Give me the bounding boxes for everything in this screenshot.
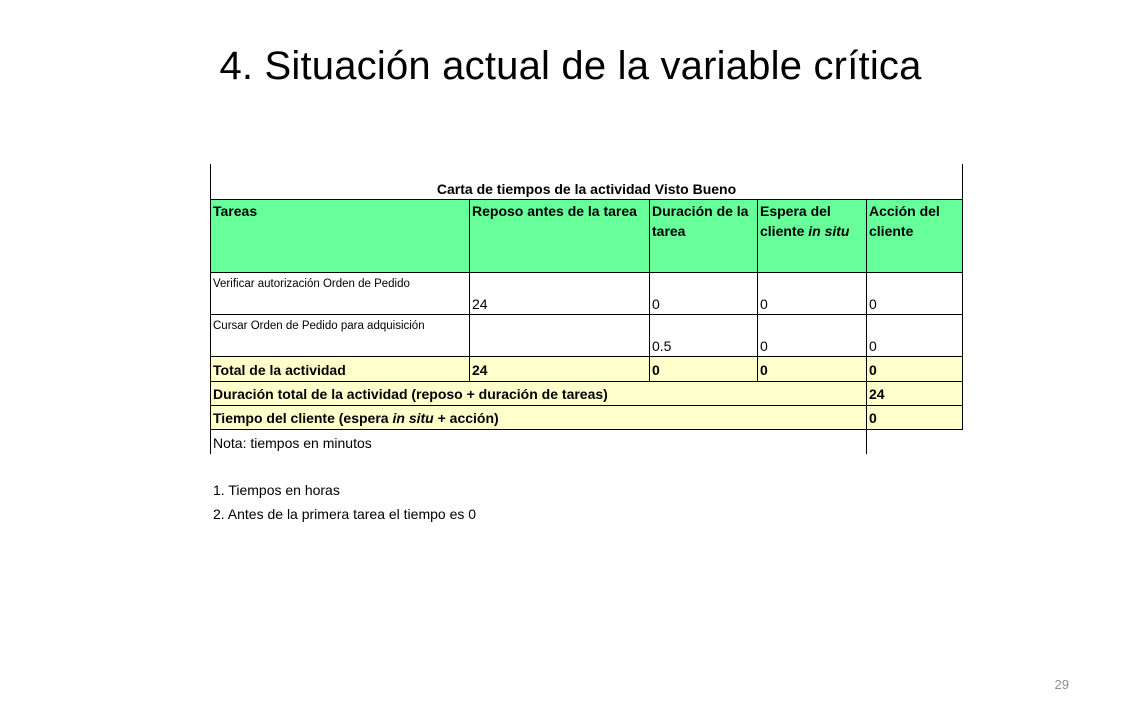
tiempo-cliente-value: 0 [867, 406, 963, 430]
total-duracion: 0 [650, 357, 758, 382]
total-row [211, 357, 963, 382]
note-first-task: 2. Antes de la primera tarea el tiempo es 0 [213, 506, 477, 522]
task-accion: 0 [867, 315, 963, 357]
task-reposo: 24 [470, 273, 650, 315]
note-blank-cell [867, 430, 963, 455]
task-reposo [470, 315, 650, 357]
time-chart-table-container [210, 164, 963, 454]
table-header-row [211, 200, 963, 273]
duracion-total-label: Duración total de la actividad (reposo + duración de tareas) [211, 382, 867, 406]
total-label: Total de la actividad [211, 357, 470, 382]
duracion-total-row [211, 382, 963, 406]
table-title: Carta de tiempos de la actividad Visto Bueno [211, 164, 963, 200]
note-hours: 1. Tiempos en horas [213, 482, 340, 498]
duracion-total-value: 24 [867, 382, 963, 406]
tiempo-cliente-italic: in situ [392, 410, 434, 426]
tiempo-cliente-post: + acción) [433, 410, 499, 426]
header-espera-italic: in situ [808, 223, 850, 239]
table-title-row [211, 164, 963, 200]
header-tareas: Tareas [211, 200, 470, 273]
note-row [211, 430, 963, 455]
task-espera: 0 [758, 273, 867, 315]
header-accion: Acción del cliente [867, 200, 963, 273]
task-accion: 0 [867, 273, 963, 315]
total-accion: 0 [867, 357, 963, 382]
slide-title: 4. Situación actual de la variable crítica [219, 44, 922, 88]
header-duracion: Duración de la tarea [650, 200, 758, 273]
note-units: Nota: tiempos en minutos [211, 430, 867, 455]
task-duracion: 0.5 [650, 315, 758, 357]
header-espera-text: Espera del cliente [760, 203, 831, 239]
tiempo-cliente-row [211, 406, 963, 430]
task-espera: 0 [758, 315, 867, 357]
header-espera [758, 200, 867, 273]
header-reposo: Reposo antes de la tarea [470, 200, 650, 273]
table-row [211, 315, 963, 357]
task-name: Verificar autorización Orden de Pedido [211, 273, 470, 315]
table-notes [213, 478, 476, 526]
task-name: Cursar Orden de Pedido para adquisición [211, 315, 470, 357]
total-espera: 0 [758, 357, 867, 382]
page-number: 29 [1054, 677, 1069, 692]
tiempo-cliente-pre: Tiempo del cliente (espera [213, 410, 393, 426]
tiempo-cliente-label [211, 406, 867, 430]
total-reposo: 24 [470, 357, 650, 382]
time-chart-table [210, 164, 963, 454]
task-duracion: 0 [650, 273, 758, 315]
table-row [211, 273, 963, 315]
